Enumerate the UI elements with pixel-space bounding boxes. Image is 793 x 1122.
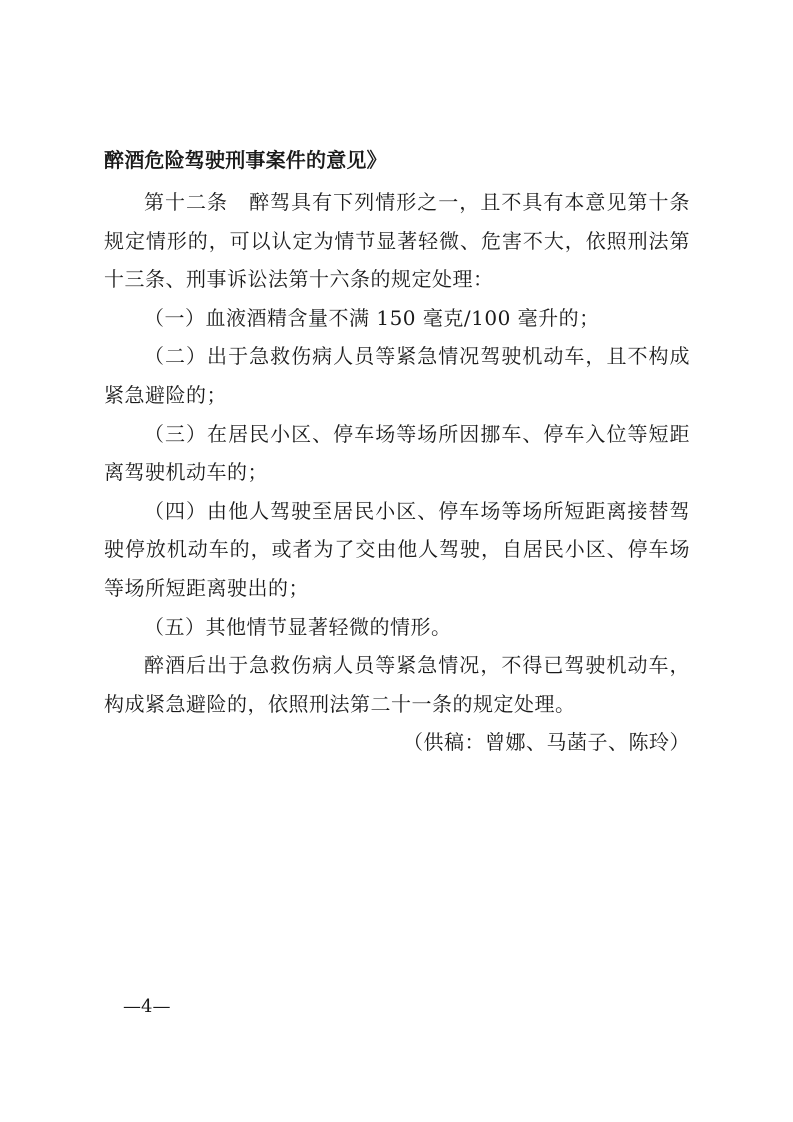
clause-2-paragraph: （二）出于急救伤病人员等紧急情况驾驶机动车，且不构成紧急避险的； — [104, 344, 690, 407]
contributor-credit: （供稿：曾娜、马菡子、陈玲） — [403, 730, 690, 755]
article-12-paragraph: 第十二条 醉驾具有下列情形之一，且不具有本意见第十条规定情形的，可以认定为情节显著轻微、危害不大，依照刑法第十三条、刑事诉讼法第十六条的规定处理： — [104, 190, 690, 292]
clause-5-paragraph: （五）其他情节显著轻微的情形。 — [144, 614, 452, 639]
page-number: —4— — [123, 996, 171, 1017]
body-text — [104, 183, 690, 762]
clause-3-paragraph: （三）在居民小区、停车场等场所因挪车、停车入位等短距离驾驶机动车的； — [104, 421, 690, 485]
clause-4-paragraph: （四）由他人驾驶至居民小区、停车场等场所短距离接替驾驶停放机动车的，或者为了交由他人驾驶，自居民小区、停车场等场所短距离驶出的； — [104, 498, 690, 600]
clause-1-paragraph: （一）血液酒精含量不满 150 毫克/100 毫升的； — [144, 305, 600, 330]
section-heading: 醉酒危险驾驶刑事案件的意见》 — [104, 148, 387, 172]
emergency-avoidance-paragraph: 醉酒后出于急救伤病人员等紧急情况，不得已驾驶机动车，构成紧急避险的，依照刑法第二十一条的规定处理。 — [104, 653, 690, 716]
